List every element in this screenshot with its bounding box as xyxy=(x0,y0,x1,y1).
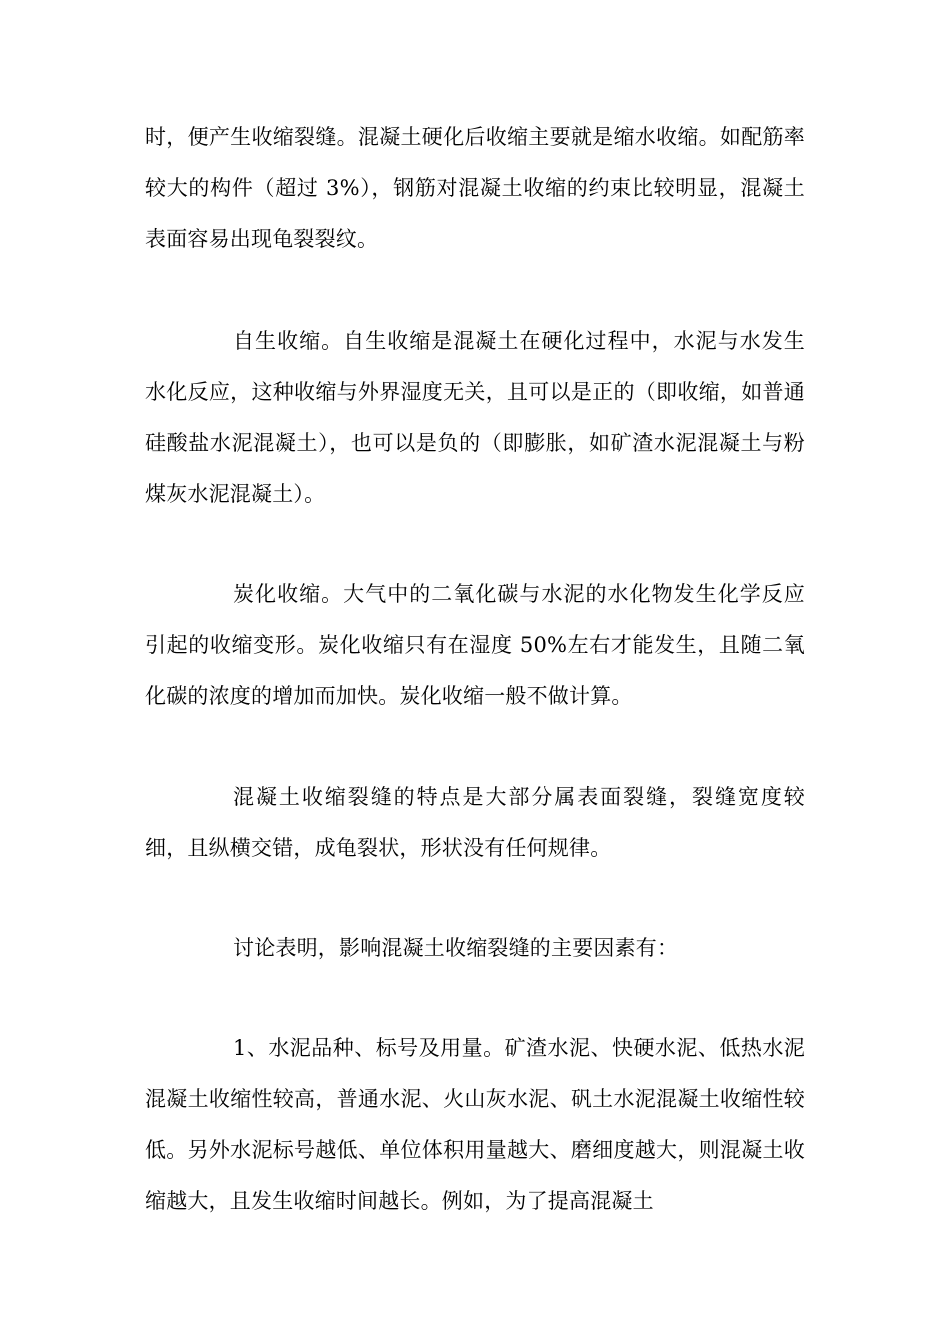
paragraph-factor-cement-type: 1、水泥品种、标号及用量。矿渣水泥、快硬水泥、低热水泥混凝土收缩性较高，普通水泥、火山灰水泥、矾土水泥混凝土收缩性较低。另外水泥标号越低、单位体积用量越大、磨细度越大，则混凝土收缩越大，且发生收缩时间越长。例如，为了提高混凝土 xyxy=(145,1036,805,1213)
paragraph-autogenous-shrinkage: 自生收缩。自生收缩是混凝土在硬化过程中，水泥与水发生水化反应，这种收缩与外界湿度无关，且可以是正的（即收缩，如普通硅酸盐水泥混凝土），也可以是负的（即膨胀，如矿渣水泥混凝土与粉煤灰水泥混凝土）。 xyxy=(145,329,805,506)
paragraph-carbonation-shrinkage: 炭化收缩。大气中的二氧化碳与水泥的水化物发生化学反应引起的收缩变形。炭化收缩只有在湿度 50%左右才能发生，且随二氧化碳的浓度的增加而加快。炭化收缩一般不做计算。 xyxy=(145,582,805,708)
paragraph-drying-shrinkage-continued: 时，便产生收缩裂缝。混凝土硬化后收缩主要就是缩水收缩。如配筋率较大的构件（超过 3%），钢筋对混凝土收缩的约束比较明显，混凝土表面容易出现龟裂裂纹。 xyxy=(145,125,805,251)
paragraph-crack-characteristics: 混凝土收缩裂缝的特点是大部分属表面裂缝，裂缝宽度较细，且纵横交错，成龟裂状，形状没有任何规律。 xyxy=(145,785,805,860)
paragraph-influencing-factors-intro: 讨论表明，影响混凝土收缩裂缝的主要因素有： xyxy=(233,936,679,960)
